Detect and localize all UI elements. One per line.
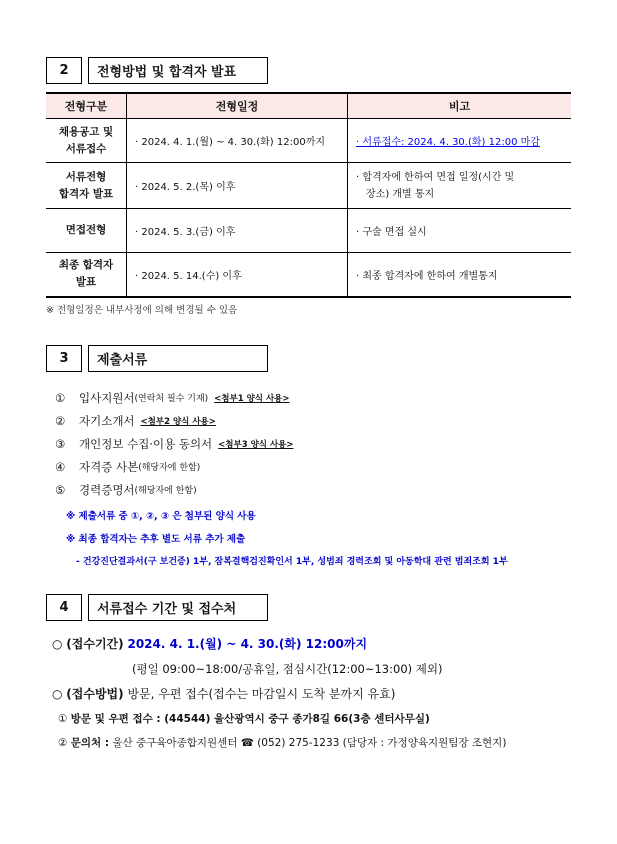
item-number: ④ [55, 459, 66, 474]
doc-detail: (해당자에 한함) [138, 463, 201, 473]
date-cell: · 2024. 4. 1.(월) ~ 4. 30.(화) 12:00까지 [127, 119, 348, 163]
item-number: ② [55, 413, 66, 428]
period-label: (접수기간) [66, 637, 124, 651]
doc-note: ※ 최종 합격자는 추후 별도 서류 추가 제출 [66, 534, 246, 545]
document-list [55, 386, 294, 501]
section-2-header [46, 57, 268, 84]
stage-text: 채용공고 및 [58, 125, 114, 138]
date-cell: · 2024. 5. 14.(수) 이후 [127, 253, 348, 297]
stage-text: 합격자 발표 [58, 187, 114, 200]
note-cell: · 구술 면접 실시 [348, 209, 572, 253]
attachment-link[interactable]: <첨부3 양식 사용> [218, 439, 294, 450]
note-text: 장소) 개별 통지 [366, 188, 435, 200]
section-title: 전형방법 및 합격자 발표 [88, 57, 268, 84]
table-row [46, 163, 571, 209]
section-number: 3 [46, 345, 82, 372]
section-3-header [46, 345, 268, 372]
receipt-period [52, 635, 367, 652]
contact-value: 울산 중구육아종합지원센터 ☎ (052) 275-1233 (담당자 : 가정양육지원팀장 조현지) [112, 737, 507, 749]
circle-bullet-icon: ○ [52, 687, 67, 701]
doc-note: - 건강진단결과서(구 보건증) 1부, 잠복결핵검진확인서 1부, 성범죄 경력조회 및 아동학대 관련 범죄조회 1부 [76, 557, 508, 567]
stage-text: 최종 합격자 [58, 259, 114, 272]
item-number: ① [55, 390, 66, 405]
stage-cell [46, 119, 127, 163]
doc-note: ※ 제출서류 중 ①, ②, ③ 은 첨부된 양식 사용 [66, 511, 256, 522]
stage-cell [46, 163, 127, 209]
visit-line [58, 711, 430, 726]
note-cell: · 최종 합격자에 한하여 개별통지 [348, 253, 572, 297]
contact-line [58, 735, 506, 750]
method-value: 방문, 우편 접수(접수는 마감일시 도착 분까지 유효) [127, 687, 396, 701]
date-cell: · 2024. 5. 2.(목) 이후 [127, 163, 348, 209]
table-header: 전형일정 [127, 93, 348, 119]
doc-detail: (연락처 필수 기재) [134, 394, 209, 404]
doc-name: 자격증 사본 [79, 459, 139, 474]
table-header-row [46, 93, 571, 119]
deadline-link[interactable]: · 서류접수: 2024. 4. 30.(화) 12:00 마감 [356, 137, 540, 148]
schedule-table [46, 92, 571, 298]
list-item [55, 386, 294, 409]
date-cell: · 2024. 5. 3.(금) 이후 [127, 209, 348, 253]
table-row [46, 209, 571, 253]
doc-name: 개인정보 수집·이용 동의서 [79, 436, 213, 451]
item-number: ② [58, 737, 68, 749]
schedule-footnote: ※ 전형일정은 내부사정에 의해 변경될 수 있음 [46, 305, 238, 316]
item-number: ① [58, 713, 68, 725]
section-title: 서류접수 기간 및 접수처 [88, 594, 268, 621]
table-row [46, 253, 571, 297]
list-item [55, 432, 294, 455]
note-text: · 합격자에 한하여 면접 일정(시간 및 [356, 171, 515, 183]
method-label: (접수방법) [66, 687, 124, 701]
stage-cell [46, 253, 127, 297]
period-sub: (평일 09:00~18:00/공휴일, 점심시간(12:00~13:00) 제외) [132, 662, 443, 676]
note-cell [348, 119, 572, 163]
section-number: 2 [46, 57, 82, 84]
circle-bullet-icon: ○ [52, 637, 67, 651]
period-value: 2024. 4. 1.(월) ~ 4. 30.(화) 12:00까지 [127, 637, 368, 651]
table-row [46, 119, 571, 163]
section-4-header [46, 594, 268, 621]
attachment-link[interactable]: <첨부1 양식 사용> [214, 393, 290, 404]
contact-label: 문의처 : [70, 737, 110, 749]
receipt-method [52, 685, 395, 702]
stage-text: 발표 [75, 276, 97, 289]
item-number: ③ [55, 436, 66, 451]
doc-name: 입사지원서 [79, 390, 135, 405]
table-header: 전형구분 [46, 93, 127, 119]
doc-detail: (해당자에 한함) [134, 486, 197, 496]
list-item [55, 409, 294, 432]
note-cell [348, 163, 572, 209]
doc-name: 자기소개서 [79, 413, 135, 428]
section-number: 4 [46, 594, 82, 621]
list-item [55, 478, 294, 501]
item-number: ⑤ [55, 482, 66, 497]
attachment-link[interactable]: <첨부2 양식 사용> [140, 416, 216, 427]
stage-cell: 면접전형 [46, 209, 127, 253]
stage-text: 서류접수 [65, 142, 107, 155]
doc-name: 경력증명서 [79, 482, 135, 497]
list-item [55, 455, 294, 478]
stage-text: 서류전형 [65, 170, 107, 183]
visit-label: 방문 및 우편 접수 : (44544) 울산광역시 중구 종가8길 66(3층 센터사무실) [70, 713, 430, 725]
table-header: 비고 [348, 93, 572, 119]
section-title: 제출서류 [88, 345, 268, 372]
